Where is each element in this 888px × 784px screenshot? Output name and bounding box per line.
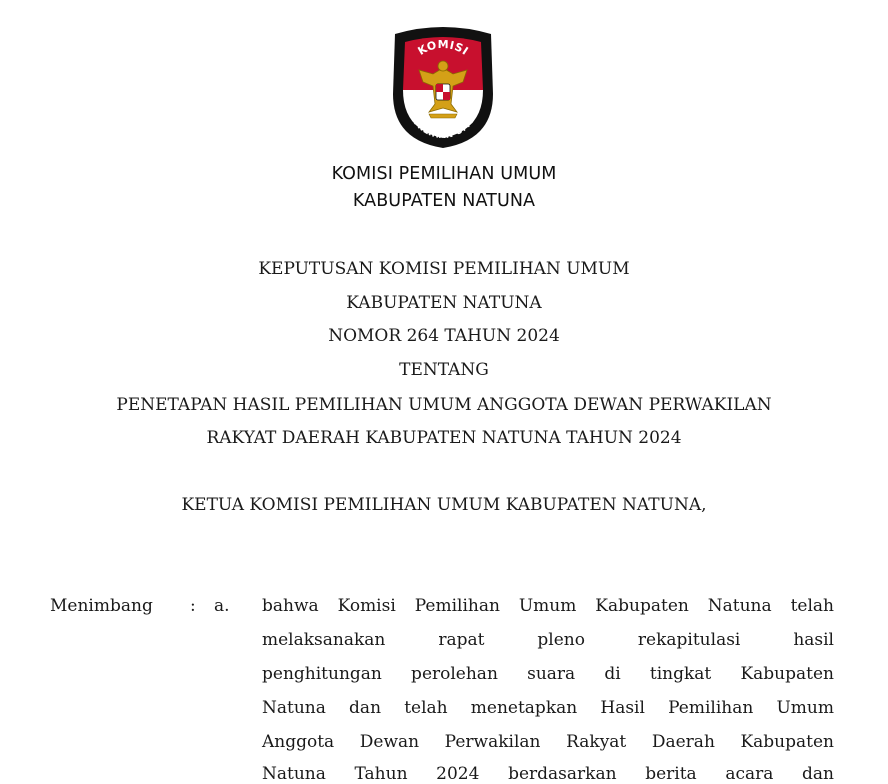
org-name-line1: KOMISI PEMILIHAN UMUM (331, 164, 557, 184)
menimbang-text-line: bahwa Komisi Pemilihan Umum Kabupaten Natuna telah (262, 596, 834, 616)
org-name-line2: KABUPATEN NATUNA (352, 191, 536, 211)
decision-number: NOMOR 264 TAHUN 2024 (328, 326, 560, 346)
menimbang-point: a. (214, 596, 230, 616)
ketua-heading: KETUA KOMISI PEMILIHAN UMUM KABUPATEN NATUNA, (181, 495, 707, 515)
menimbang-label: Menimbang (50, 596, 153, 616)
menimbang-text-line: Natuna Tahun 2024 berdasarkan berita acara dan (262, 764, 834, 784)
menimbang-text-line: Natuna dan telah menetapkan Hasil Pemilihan Umum (262, 698, 834, 718)
logo-top-text: KOMISI (415, 38, 471, 58)
decision-title-line1: KEPUTUSAN KOMISI PEMILIHAN UMUM (258, 259, 630, 279)
kpu-logo (389, 24, 497, 148)
logo-bottom-text: PEMILIHAN UMUM (404, 107, 482, 142)
menimbang-text-line: melaksanakan rapat pleno rekapitulasi hasil (262, 630, 834, 650)
decision-subject-line2: RAKYAT DAERAH KABUPATEN NATUNA TAHUN 2024 (206, 428, 682, 448)
decision-title-line2: KABUPATEN NATUNA (346, 293, 542, 313)
menimbang-text-line: Anggota Dewan Perwakilan Rakyat Daerah Kabupaten (262, 732, 834, 752)
menimbang-colon: : (190, 596, 196, 616)
decision-subject-line1: PENETAPAN HASIL PEMILIHAN UMUM ANGGOTA DEWAN PERWAKILAN (116, 395, 772, 415)
decision-about: TENTANG (399, 360, 489, 380)
menimbang-text-line: penghitungan perolehan suara di tingkat Kabupaten (262, 664, 834, 684)
